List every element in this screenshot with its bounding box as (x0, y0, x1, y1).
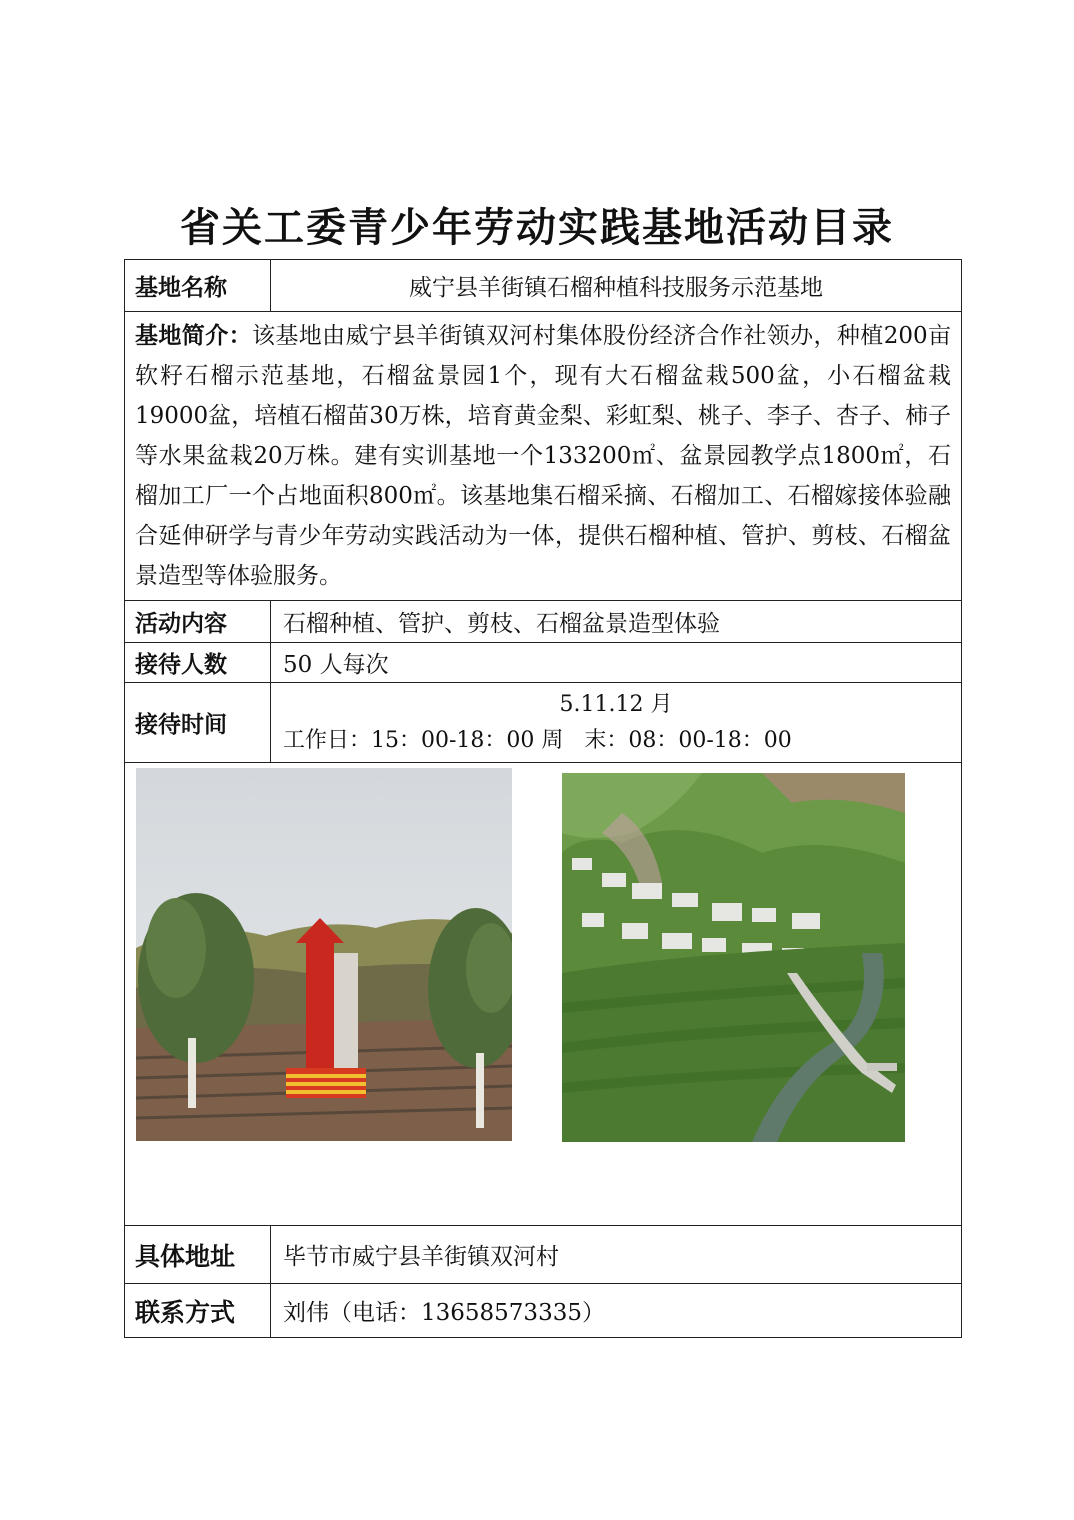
row-contact (125, 1284, 962, 1338)
time-line-hours: 工作日：15：00-18：00 周 末：08：00-18：00 (283, 727, 792, 753)
intro-label: 基地简介： (135, 323, 252, 349)
row-activity (125, 601, 962, 643)
time-value (271, 683, 962, 763)
activity-value: 石榴种植、管护、剪枝、石榴盆景造型体验 (271, 601, 962, 643)
sign-photo-image (136, 768, 512, 1141)
page-title: 省关工委青少年劳动实践基地活动目录 (180, 204, 894, 251)
capacity-value: 50 人每次 (271, 643, 962, 683)
activity-label: 活动内容 (125, 601, 271, 643)
row-time (125, 683, 962, 763)
row-capacity (125, 643, 962, 683)
village-photo-image (562, 773, 905, 1142)
base-name-label: 基地名称 (125, 260, 271, 312)
photos-cell (125, 763, 962, 1226)
row-photos (125, 763, 962, 1226)
intro-text: 该基地由威宁县羊街镇双河村集体股份经济合作社领办，种植200亩软籽石榴示范基地，石榴盆景园1个，现有大石榴盆栽500盆，小石榴盆栽19000盆，培植石榴苗30万株，培育黄金梨、彩虹梨、桃子、李子、杏子、柿子等水果盆栽20万株。建有实训基地一个133200㎡、盆景园教学点1800㎡，石榴加工厂一个占地面积800㎡。该基地集石榴采摘、石榴加工、石榴嫁接体验融合延伸研学与青少年劳动实践活动为一体，提供石榴种植、管护、剪枝、石榴盆景造型等体验服务。 (135, 323, 951, 589)
contact-label: 联系方式 (125, 1284, 271, 1338)
time-line-months: 5.11.12 月 (559, 691, 673, 717)
photo-sign (136, 768, 512, 1141)
address-label: 具体地址 (125, 1226, 271, 1284)
row-base-name (125, 260, 962, 312)
base-name-value: 威宁县羊街镇石榴种植科技服务示范基地 (271, 260, 962, 312)
capacity-label: 接待人数 (125, 643, 271, 683)
photo-village (562, 773, 905, 1142)
intro-cell (125, 312, 962, 601)
row-intro (125, 312, 962, 601)
row-address (125, 1226, 962, 1284)
time-label: 接待时间 (125, 683, 271, 763)
contact-value: 刘伟（电话：13658573335） (271, 1284, 962, 1338)
address-value: 毕节市威宁县羊街镇双河村 (271, 1226, 962, 1284)
info-table (124, 259, 962, 1338)
